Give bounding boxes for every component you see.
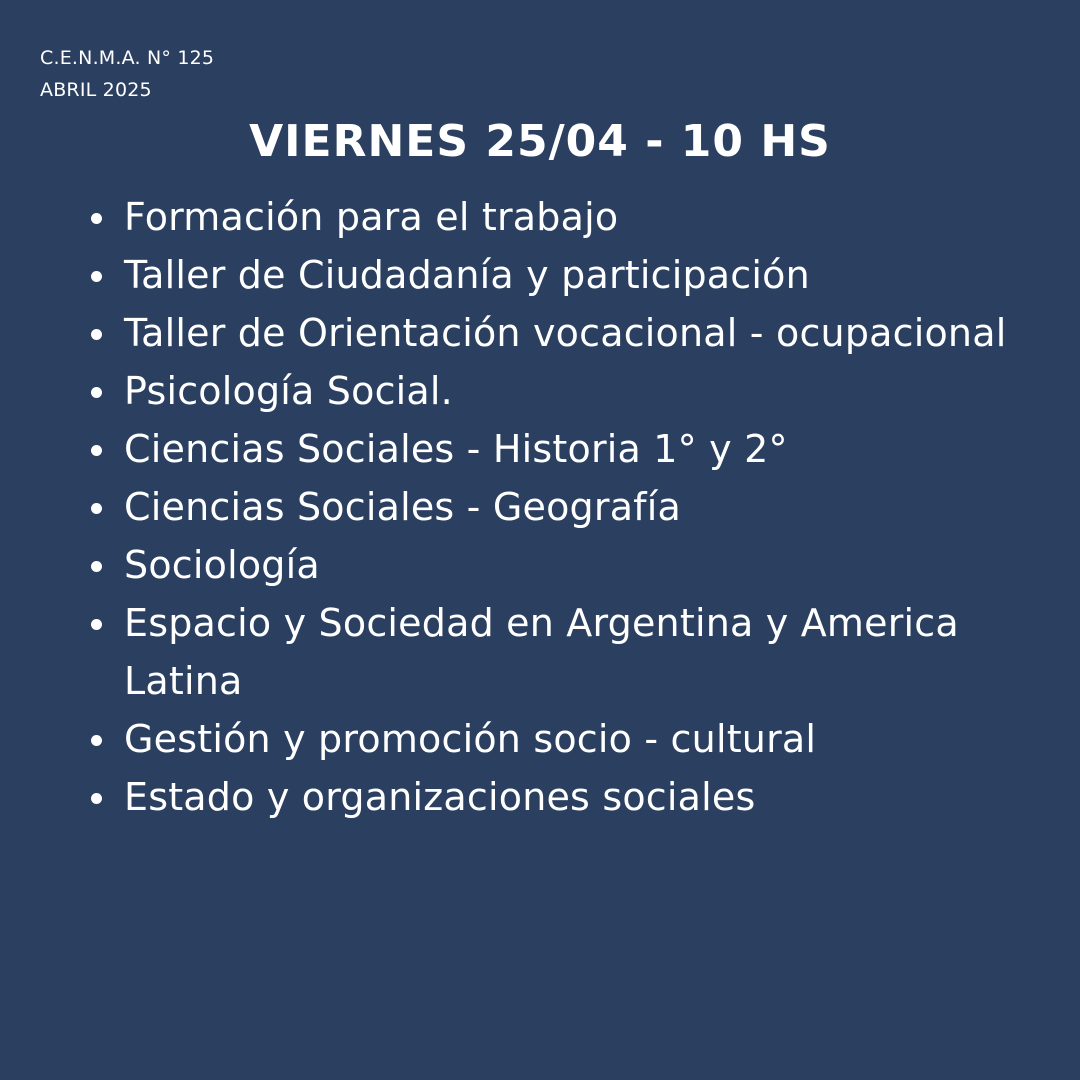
bullet-icon: [91, 387, 102, 398]
publication-date: ABRIL 2025: [40, 79, 152, 101]
list-item: [0, 768, 1080, 826]
subject-label: Sociología: [124, 543, 320, 587]
subject-label: Espacio y Sociedad en Argentina y America Latina: [124, 601, 959, 703]
list-item: [0, 304, 1080, 362]
list-item: [0, 362, 1080, 420]
subject-list: [0, 188, 1080, 826]
list-item: [0, 246, 1080, 304]
list-item: [0, 478, 1080, 536]
list-item: [0, 188, 1080, 246]
bullet-icon: [91, 619, 102, 630]
bullet-icon: [91, 561, 102, 572]
institution-name: C.E.N.M.A. N° 125: [40, 47, 215, 69]
bullet-icon: [91, 271, 102, 282]
bullet-icon: [91, 503, 102, 514]
bullet-icon: [91, 445, 102, 456]
list-item: [0, 420, 1080, 478]
subject-label: Taller de Orientación vocacional - ocupacional: [124, 311, 1007, 355]
list-item: [0, 710, 1080, 768]
bullet-icon: [91, 329, 102, 340]
subject-label: Ciencias Sociales - Historia 1° y 2°: [124, 427, 788, 471]
subject-label: Estado y organizaciones sociales: [124, 775, 756, 819]
subject-label: Psicología Social.: [124, 369, 453, 413]
header-info: [40, 42, 214, 106]
subject-label: Gestión y promoción socio - cultural: [124, 717, 817, 761]
subject-label: Ciencias Sociales - Geografía: [124, 485, 682, 529]
list-item: [0, 536, 1080, 594]
subject-label: Formación para el trabajo: [124, 195, 619, 239]
bullet-icon: [91, 735, 102, 746]
bullet-icon: [91, 793, 102, 804]
bullet-icon: [91, 213, 102, 224]
page-title: VIERNES 25/04 - 10 HS: [249, 116, 831, 167]
list-item: [0, 594, 1080, 710]
subject-label: Taller de Ciudadanía y participación: [124, 253, 810, 297]
